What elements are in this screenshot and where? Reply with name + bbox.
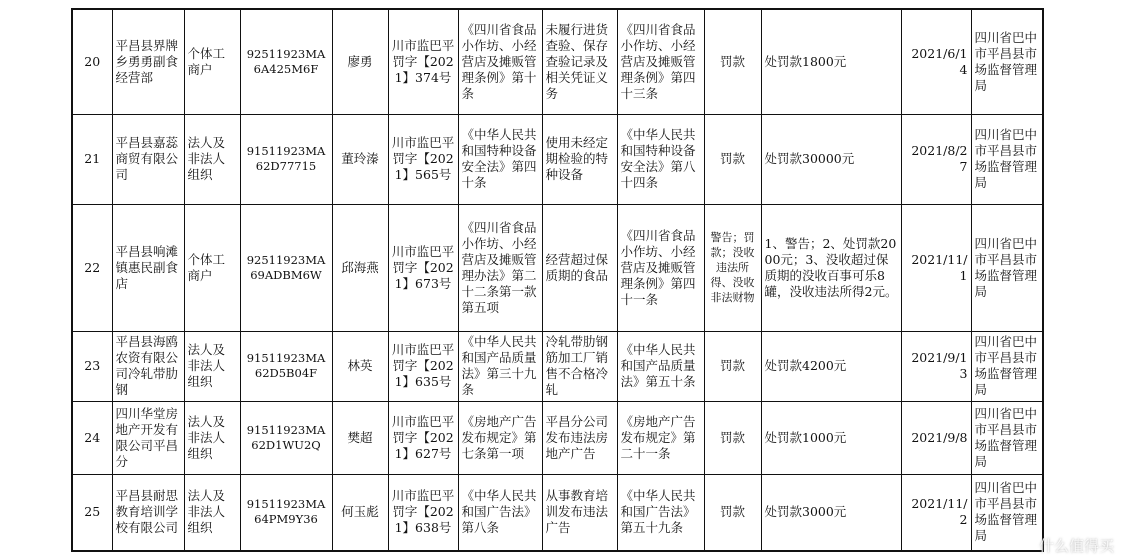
penalty-date-cell: 2021/11/2: [901, 474, 971, 551]
decision-number-cell: 川市监巴平罚字【2021】635号: [388, 331, 458, 401]
penalty-authority-cell: 四川省巴中市平昌县市场监督管理局: [971, 9, 1043, 114]
penalty-date-cell: 2021/11/1: [901, 204, 971, 331]
penalty-content-cell: 处罚款1800元: [761, 9, 901, 114]
table-row: [72, 9, 1043, 114]
penalty-authority-cell: 四川省巴中市平昌县市场监督管理局: [971, 114, 1043, 204]
table-row: [72, 331, 1043, 401]
violation-basis-cell: 《中华人民共和国特种设备安全法》第四十条: [458, 114, 542, 204]
entity-name-cell: 平昌县嘉蕊商贸有限公司: [112, 114, 184, 204]
table-row: [72, 474, 1043, 551]
credit-code-cell: 92511923MA6A425M6F: [240, 9, 332, 114]
penalty-content-cell: 处罚款30000元: [761, 114, 901, 204]
penalty-authority-cell: 四川省巴中市平昌县市场监督管理局: [971, 474, 1043, 551]
penalty-date-cell: 2021/8/27: [901, 114, 971, 204]
penalty-date-cell: 2021/9/8: [901, 401, 971, 474]
row-number-cell: 20: [72, 9, 112, 114]
penalty-basis-cell: 《四川省食品小作坊、小经营店及摊贩管理条例》第四十一条: [617, 204, 704, 331]
decision-number-cell: 川市监巴平罚字【2021】673号: [388, 204, 458, 331]
entity-name-cell: 平昌县耐思教育培训学校有限公司: [112, 474, 184, 551]
violation-basis-cell: 《中华人民共和国广告法》第八条: [458, 474, 542, 551]
entity-name-cell: 平昌县界牌乡勇勇副食经营部: [112, 9, 184, 114]
row-number-cell: 24: [72, 401, 112, 474]
table-row: [72, 204, 1043, 331]
row-number-cell: 22: [72, 204, 112, 331]
violation-fact-cell: 平昌分公司发布违法房地产广告: [542, 401, 617, 474]
penalty-authority-cell: 四川省巴中市平昌县市场监督管理局: [971, 401, 1043, 474]
watermark: 什么值得买: [1038, 537, 1114, 555]
penalty-basis-cell: 《中华人民共和国广告法》第五十九条: [617, 474, 704, 551]
credit-code-cell: 91511923MA64PM9Y36: [240, 474, 332, 551]
penalty-basis-cell: 《中华人民共和国特种设备安全法》第八十四条: [617, 114, 704, 204]
entity-name-cell: 平昌县海鸥农资有限公司冷轧带肋钢: [112, 331, 184, 401]
penalty-authority-cell: 四川省巴中市平昌县市场监督管理局: [971, 204, 1043, 331]
penalty-content-cell: 处罚款4200元: [761, 331, 901, 401]
penalty-category-cell: 罚款: [704, 474, 761, 551]
table-row: [72, 401, 1043, 474]
penalty-category-cell: 罚款: [704, 9, 761, 114]
row-number-cell: 25: [72, 474, 112, 551]
violation-basis-cell: 《中华人民共和国产品质量法》第三十九条: [458, 331, 542, 401]
legal-person-cell: 邱海燕: [332, 204, 388, 331]
violation-basis-cell: 《四川省食品小作坊、小经营店及摊贩管理条例》第十条: [458, 9, 542, 114]
penalty-date-cell: 2021/6/14: [901, 9, 971, 114]
entity-type-cell: 法人及非法人组织: [184, 331, 240, 401]
decision-number-cell: 川市监巴平罚字【2021】638号: [388, 474, 458, 551]
legal-person-cell: 林英: [332, 331, 388, 401]
penalty-category-cell: 罚款: [704, 114, 761, 204]
credit-code-cell: 91511923MA62D1WU2Q: [240, 401, 332, 474]
violation-fact-cell: 从事教育培训发布违法广告: [542, 474, 617, 551]
decision-number-cell: 川市监巴平罚字【2021】627号: [388, 401, 458, 474]
legal-person-cell: 廖勇: [332, 9, 388, 114]
penalty-basis-cell: 《四川省食品小作坊、小经营店及摊贩管理条例》第四十三条: [617, 9, 704, 114]
entity-type-cell: 法人及非法人组织: [184, 474, 240, 551]
penalty-content-cell: 1、警告；2、处罚款2000元；3、没收超过保质期的没收百事可乐8罐，没收违法所得2元。: [761, 204, 901, 331]
penalty-basis-cell: 《房地产广告发布规定》第二十一条: [617, 401, 704, 474]
entity-type-cell: 法人及非法人组织: [184, 401, 240, 474]
penalty-table: [71, 8, 1044, 552]
penalty-content-cell: 处罚款1000元: [761, 401, 901, 474]
penalty-date-cell: 2021/9/13: [901, 331, 971, 401]
violation-fact-cell: 使用未经定期检验的特种设备: [542, 114, 617, 204]
penalty-authority-cell: 四川省巴中市平昌县市场监督管理局: [971, 331, 1043, 401]
decision-number-cell: 川市监巴平罚字【2021】565号: [388, 114, 458, 204]
violation-basis-cell: 《四川省食品小作坊、小经营店及摊贩管理办法》第二十二条第一款第五项: [458, 204, 542, 331]
penalty-category-cell: 罚款: [704, 401, 761, 474]
credit-code-cell: 91511923MA62D77715: [240, 114, 332, 204]
table-row: [72, 114, 1043, 204]
penalty-category-cell: 罚款: [704, 331, 761, 401]
credit-code-cell: 91511923MA62D5B04F: [240, 331, 332, 401]
legal-person-cell: 樊超: [332, 401, 388, 474]
violation-fact-cell: 未履行进货查验、保存查验记录及相关凭证义务: [542, 9, 617, 114]
entity-name-cell: 四川华堂房地产开发有限公司平昌分: [112, 401, 184, 474]
penalty-basis-cell: 《中华人民共和国产品质量法》第五十条: [617, 331, 704, 401]
penalty-category-cell: 警告；罚款；没收违法所得、没收非法财物: [704, 204, 761, 331]
violation-basis-cell: 《房地产广告发布规定》第七条第一项: [458, 401, 542, 474]
legal-person-cell: 董玲溱: [332, 114, 388, 204]
entity-type-cell: 个体工商户: [184, 204, 240, 331]
entity-name-cell: 平昌县响滩镇惠民副食店: [112, 204, 184, 331]
credit-code-cell: 92511923MA69ADBM6W: [240, 204, 332, 331]
violation-fact-cell: 冷轧带肋钢筋加工厂销售不合格冷轧: [542, 331, 617, 401]
legal-person-cell: 何玉彪: [332, 474, 388, 551]
row-number-cell: 23: [72, 331, 112, 401]
penalty-content-cell: 处罚款3000元: [761, 474, 901, 551]
row-number-cell: 21: [72, 114, 112, 204]
violation-fact-cell: 经营超过保质期的食品: [542, 204, 617, 331]
entity-type-cell: 个体工商户: [184, 9, 240, 114]
decision-number-cell: 川市监巴平罚字【2021】374号: [388, 9, 458, 114]
entity-type-cell: 法人及非法人组织: [184, 114, 240, 204]
